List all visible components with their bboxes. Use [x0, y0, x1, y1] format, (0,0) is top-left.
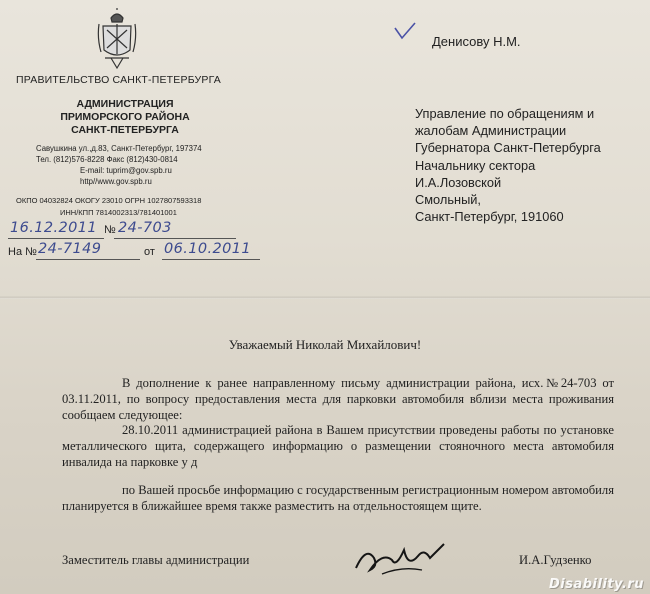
phone-fax: Тел. (812)576-8228 Факс (812)430-0814	[36, 155, 178, 164]
outgoing-number: 24-703	[118, 220, 172, 236]
reply-number-label: На №	[8, 246, 37, 258]
number-underline	[114, 238, 236, 239]
outgoing-registration	[8, 222, 248, 240]
government-name: ПРАВИТЕЛЬСТВО САНКТ-ПЕТЕРБУРГА	[16, 74, 222, 86]
signatory-position: Заместитель главы администрации	[62, 553, 250, 567]
administration-line: АДМИНИСТРАЦИЯ	[76, 98, 174, 110]
reply-number-underline	[36, 259, 140, 260]
addressee-line: Начальнику сектора	[415, 157, 536, 173]
number-sign: №	[104, 224, 116, 236]
reply-number: 24-7149	[38, 241, 102, 257]
addressee-block	[415, 105, 601, 225]
administration-line: ПРИМОРСКОГО РАЙОНА	[60, 111, 190, 123]
body-paragraph: 28.10.2011 администрацией района в Вашем присутствии проведены работы по установке металлического щита, содержащего информацию о размещении стояночного места автомобиля инвалида на парковке у д	[62, 423, 614, 469]
salutation: Уважаемый Николай Михайлович!	[228, 337, 422, 352]
reply-from-label: от	[144, 246, 155, 258]
registry-codes: ОКПО 04032824 ОКОГУ 23010 ОГРН 1027807593318	[16, 196, 202, 205]
reply-date-underline	[162, 259, 260, 260]
addressee-line: Смольный,	[415, 192, 481, 208]
addressee-line: жалобам Администрации	[415, 123, 567, 139]
body-paragraph: В дополнение к ранее направленному письму администрации района, исх.№24-703 от 03.11.2011, по вопросу предоставления места для парковки автомобиля вблизи места проживания сообщаем следующее:	[62, 376, 614, 422]
letter-body	[62, 376, 614, 514]
addressee-line: И.А.Лозовской	[415, 174, 502, 190]
coat-of-arms-icon	[97, 8, 137, 70]
paper-fold	[0, 296, 650, 299]
outgoing-date: 16.12.2011	[10, 220, 98, 236]
inn-kpp: ИНН/КПП 7814002313/781401001	[60, 208, 177, 217]
body-paragraph: по Вашей просьбе информацию с государственным регистрационным номером автомобиля планируется в ближайшее время также разместить на отдельностоящем щите.	[62, 482, 614, 513]
signatory-name: И.А.Гудзенко	[519, 553, 592, 567]
reply-registration	[8, 242, 268, 262]
resolution-note: Денисову Н.М.	[432, 34, 521, 49]
addressee-line: Губернатора Санкт-Петербурга	[415, 140, 601, 156]
watermark: Disability.ru	[548, 577, 644, 592]
date-underline	[8, 238, 104, 239]
reply-date: 06.10.2011	[164, 241, 252, 257]
administration-name	[60, 98, 190, 137]
checkmark-icon	[393, 22, 417, 40]
signature-icon	[352, 538, 452, 578]
addressee-line: Санкт-Петербург, 191060	[415, 209, 564, 225]
addressee-line: Управление по обращениям и	[415, 106, 595, 121]
administration-line: САНКТ-ПЕТЕРБУРГА	[71, 124, 179, 136]
website: http//www.gov.spb.ru	[80, 177, 152, 186]
contact-block	[36, 143, 226, 187]
address: Савушкина ул.,д.83, Санкт-Петербург, 197374	[36, 144, 202, 153]
email: E-mail: tuprim@gov.spb.ru	[80, 166, 172, 175]
